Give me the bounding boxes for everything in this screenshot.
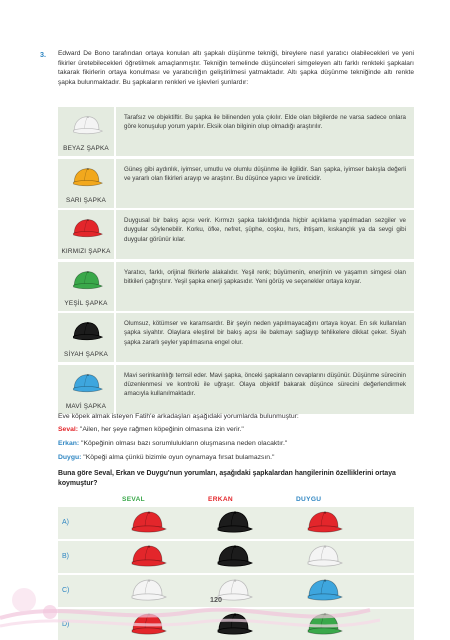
hat-description: Yaratıcı, farklı, orijinal fikirlerle alakalıdır. Yeşil renk; büyümenin, enerjinin ve yaşamın simgesi olan bitkileri çağrıştırır. Yeşil şapka enerji şapkasıdır. Yeni görüş ve seçenekler ortaya koyar. [116, 262, 414, 311]
hat-row [58, 313, 414, 362]
cap-icon [70, 113, 104, 139]
hat-row [58, 210, 414, 259]
cap-icon [70, 216, 104, 242]
hat-cell [58, 365, 114, 414]
cap-icon [214, 510, 254, 536]
option-label: A) [62, 519, 69, 526]
hat-description: Olumsuz, kötümser ve karamsardır. Bir şeyin neden yapılmayacağını ortaya koyar. En sık kullanılan şapka siyahtır. Olaylara eleştirel bir bakış açısı ile bakmayı sağlayıp tehlikelere dikkat çeker. Siyah şapka zararlı şeyler yapılmasına engel olur. [116, 313, 414, 362]
hat-row [58, 262, 414, 311]
hat-cell [58, 313, 114, 362]
lead-text: Eve köpek almak isteyen Fatih'e arkadaşları aşağıdaki yorumlarda bulunmuştur: [58, 413, 299, 420]
hat-description: Güneş gibi aydınlık, iyimser, umutlu ve olumlu düşünme ile ilgilidir. Sarı şapka, iyimser bakışla değerli ve yararlı olan fikirleri arayıp ve araştırır. Bu düşünce yapıcı ve üreticidir. [116, 159, 414, 208]
cap-icon [128, 510, 168, 536]
hat-cell [58, 159, 114, 208]
option-label: B) [62, 553, 69, 560]
quote-seval [58, 426, 244, 433]
header-duygu: DUYGU [296, 496, 322, 503]
quote-text: "Köpeği alma çünkü bizimle oyun oynamaya fırsat bulamazsın." [81, 454, 275, 461]
hat-label: SİYAH ŞAPKA [64, 351, 108, 358]
hat-label: BEYAZ ŞAPKA [63, 145, 109, 152]
hat-cell [58, 262, 114, 311]
hat-label: SARI ŞAPKA [65, 196, 106, 204]
hat-cell [58, 210, 114, 259]
decorative-swoosh [0, 560, 450, 640]
hat-table [58, 107, 414, 416]
question-text: Buna göre Seval, Erkan ve Duygu'nun yorumları, aşağıdaki şapkalardan hangilerinin özelliklerini ortaya koymuştur? [58, 470, 396, 487]
quote-name: Duygu: [58, 454, 82, 461]
quote-duygu [58, 454, 274, 461]
intro-paragraph: Edward De Bono tarafından ortaya konulan altı şapkalı düşünme tekniği, bireylere nasıl yaratıcı olabilecekleri ve yeni fikirler üretebilecekleri öğretilmek amaçlanmıştır. Tekniğin temelinde düşünceleri simgeleyen altı farklı renkteki şapkaları takarak fikirlerin ortaya konulması ve yaratıcılığın geliştirilmesi yatmaktadır. Altı şapka düşünme tekniğinde altı renkte şapka bulunmaktadır. Bu şapkaların renkleri ve işlevleri şunlardır: [58, 50, 414, 86]
quote-text: "Ailen, her şeye rağmen köpeğinin olmasına izin verir." [78, 426, 244, 433]
hat-cell [58, 107, 114, 156]
cap-icon [70, 268, 104, 294]
header-seval: SEVAL [122, 496, 145, 503]
hat-row [58, 159, 414, 208]
hat-label: MAVİ ŞAPKA [65, 402, 107, 410]
answer-option[interactable] [58, 507, 414, 539]
quote-text: "Köpeğinin olması bazı sorumlulukların oluşmasına neden olacaktır." [79, 440, 288, 447]
hat-row [58, 107, 414, 156]
hat-label: YEŞİL ŞAPKA [64, 299, 108, 307]
hat-description: Tarafsız ve objektiftir. Bu şapka ile bilinenden yola çıkılır. Elde olan bilgilerde ne varsa sadece onlara göre konuşulup yorum yapılır. Eksik olan bilginin olup olmadığı araştırılır. [116, 107, 414, 156]
header-erkan: ERKAN [208, 496, 233, 503]
quote-erkan [58, 440, 287, 447]
page-number: 120 [210, 595, 222, 604]
cap-icon [70, 319, 104, 345]
hat-row [58, 365, 414, 414]
quote-name: Seval: [58, 426, 79, 433]
cap-icon [70, 165, 104, 191]
question-number: 3. [40, 50, 46, 59]
hat-label: KIRMIZI ŞAPKA [61, 248, 111, 255]
cap-icon [304, 510, 344, 536]
hat-description: Mavi serinkanlılığı temsil eder. Mavi şapka, önceki şapkaların cevaplarını düşünür. Düşünme sürecinin düzenlenmesi ve kontrolü ile uğraşır. Olaya objektif bakarak düşünce sürecini değerlendirmek amacıyla kullanılmaktadır. [116, 365, 414, 414]
quote-name: Erkan: [58, 440, 80, 447]
option-label: D) [62, 621, 70, 628]
hat-description: Duygusal bir bakış açısı verir. Kırmızı şapka takıldığında hiçbir açıklama yapılmadan sezgiler ve duygular söylenebilir. Korku, öfke, nefret, şüphe, coşku, hırs, ihtişam, kıskançlık ya da sevgi gibi duygular görünür kılar. [116, 210, 414, 259]
cap-icon [70, 371, 104, 397]
option-label: C) [62, 587, 70, 594]
